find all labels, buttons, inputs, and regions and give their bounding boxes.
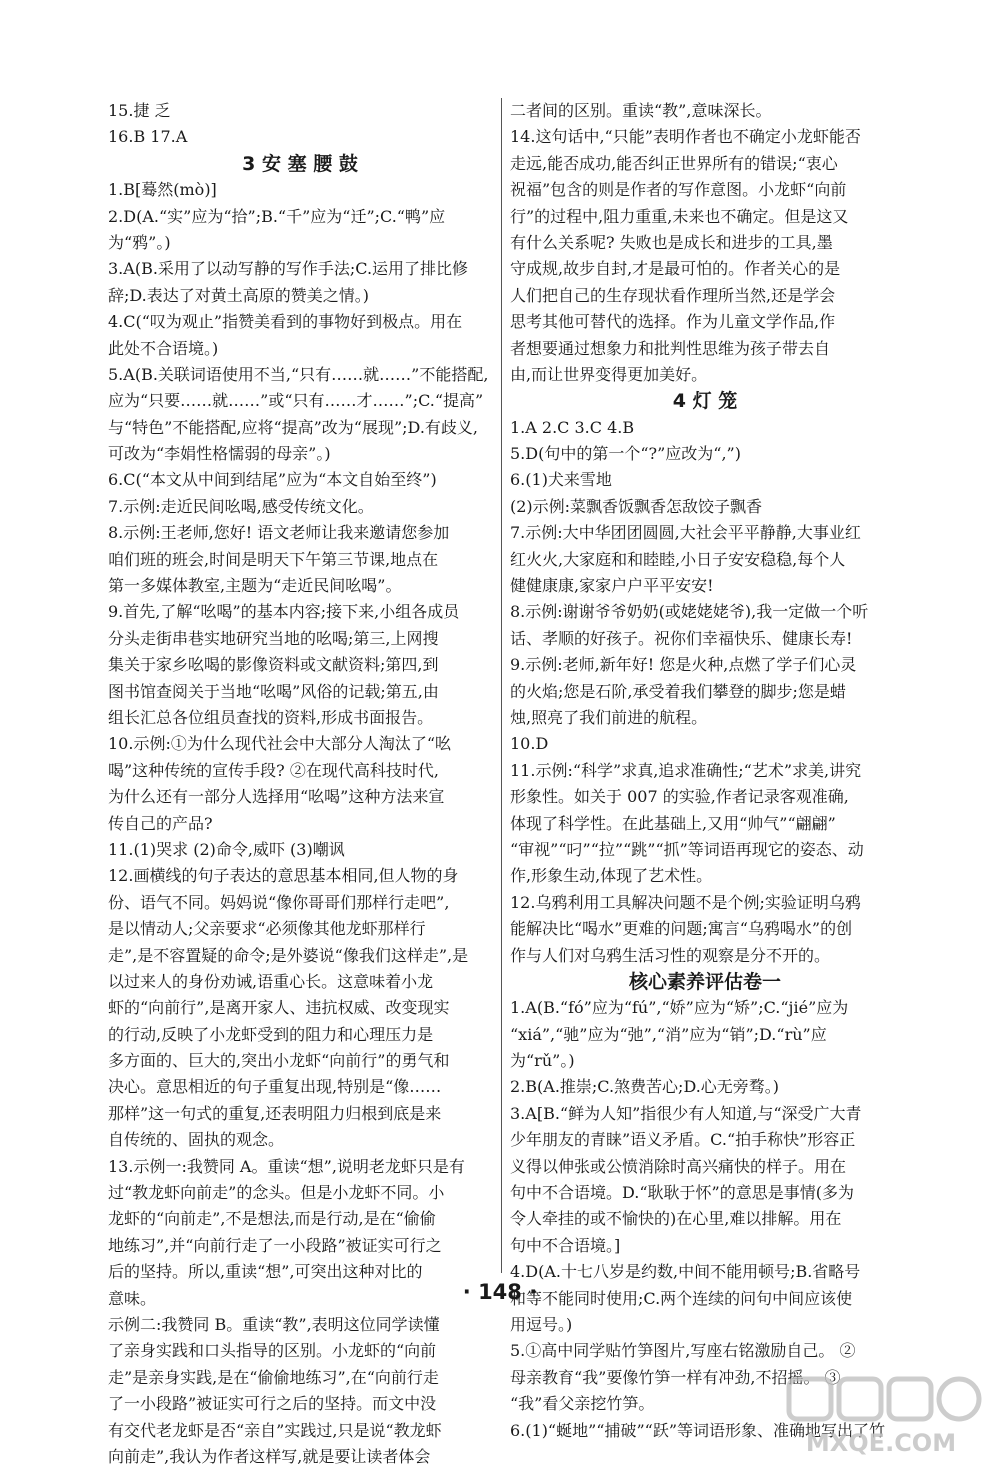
text-line: 龙虾的“向前走”,不是想法,而是行动,是在“偷偷 <box>108 1209 436 1229</box>
text-line: 12.画横线的句子表达的意思基本相同,但人物的身 <box>108 866 459 886</box>
text-line: 行”的过程中,阻力重重,未来也不确定。但是这又 <box>510 206 849 226</box>
watermark-text: MXQE.COM <box>805 1429 957 1457</box>
text-line: 向前走”,我认为作者这样写,就是要让读者体会 <box>108 1446 431 1466</box>
section-heading: 3 安 塞 腰 鼓 <box>242 152 358 175</box>
text-line: “xiá”,“驰”应为“弛”,“消”应为“销”;D.“rù”应 <box>510 1024 827 1044</box>
text-line: 5.①高中同学贴竹笋图片,写座右铭激励自己。 ② <box>510 1341 856 1361</box>
text-line: 话、孝顺的好孩子。祝你们幸福快乐、健康长寿! <box>510 628 853 648</box>
text-line: 者想要通过想象力和批判性思维为孩子带去自 <box>510 338 831 358</box>
text-line: 9.首先,了解“吆喝”的基本内容;接下来,小组各成员 <box>108 602 460 622</box>
text-line: 二者间的区别。重读“教”,意味深长。 <box>510 101 772 120</box>
page-number: · 148 · <box>462 1280 538 1304</box>
text-line: 11.示例:“科学”求真,追求准确性;“艺术”求美,讲究 <box>510 760 862 780</box>
text-line: 此处不合语境。) <box>108 338 219 358</box>
text-line: 作与人们对乌鸦生活习性的观察是分不开的。 <box>510 945 831 965</box>
text-line: 作,形象生动,体现了艺术性。 <box>510 866 713 886</box>
text-line: 5.A(B.关联词语使用不当,“只有……就……”不能搭配, <box>108 364 489 384</box>
text-line: 句中不合语境。] <box>510 1235 621 1255</box>
text-line: 7.示例:走近民间吆喝,感受传统文化。 <box>108 496 374 516</box>
text-line: 走”,是不容置疑的命令;是外婆说“像我们这样走”,是 <box>108 945 469 965</box>
text-line: 8.示例:谢谢爷爷奶奶(或姥姥姥爷),我一定做一个听 <box>510 602 869 622</box>
text-line: 体现了科学性。在此基础上,又用“帅气”“翩翩” <box>510 813 836 833</box>
text-line: 可改为“李娟性格懦弱的母亲”。) <box>108 444 331 464</box>
text-line: 健健康康,家家户户平平安安! <box>510 576 714 596</box>
text-line: 烛,照亮了我们前进的航程。 <box>510 707 708 727</box>
text-line: 组长汇总各位组员查找的资料,形成书面报告。 <box>108 707 434 727</box>
text-line: 2.D(A.“实”应为“拾”;B.“千”应为“迁”;C.“鸭”应 <box>108 206 446 226</box>
text-line: 4.D(A.十七八岁是约数,中间不能用顿号;B.省略号 <box>510 1262 861 1282</box>
watermark-logo <box>781 1371 986 1461</box>
left-column <box>108 98 492 1470</box>
text-line: 人们把自己的生存现状看作理所当然,还是学会 <box>510 285 836 305</box>
text-line: 集关于家乡吆喝的影像资料或文献资料;第四,到 <box>108 655 439 675</box>
section-heading: 4 灯 笼 <box>672 390 738 413</box>
text-line: 应为“只要……就……”或“只有……才……”;C.“提高” <box>108 391 484 411</box>
text-line: 份、语气不同。妈妈说“像你哥哥们那样行走吧”, <box>108 892 450 912</box>
text-line: 和等不能同时使用;C.两个连续的问句中间应该使 <box>510 1288 853 1308</box>
text-line: (2)示例:菜飘香饭飘香怎敌饺子飘香 <box>510 496 763 516</box>
text-line: 8.示例:王老师,您好! 语文老师让我来邀请您参加 <box>108 523 450 543</box>
text-line: 有什么关系呢? 失败也是成长和进步的工具,墨 <box>510 232 833 252</box>
text-line: 2.B(A.推崇;C.煞费苦心;D.心无旁骛。) <box>510 1077 780 1097</box>
text-line: 11.(1)哭求 (2)命令,威吓 (3)嘲讽 <box>108 839 345 859</box>
text-line: 1.A(B.“fó”应为“fú”,“娇”应为“矫”;C.“jié”应为 <box>510 998 849 1018</box>
text-line: 的行动,反映了小龙虾受到的阻力和心理压力是 <box>108 1024 434 1044</box>
text-line: 形象性。如关于 007 的实验,作者记录客观准确, <box>510 787 849 807</box>
text-line: 过“教龙虾向前走”的念头。但是小龙虾不同。小 <box>108 1183 445 1203</box>
text-line: 能解决比“喝水”更难的问题;寓言“乌鸦喝水”的创 <box>510 919 853 939</box>
text-line: 多方面的、巨大的,突出小龙虾“向前行”的勇气和 <box>108 1051 450 1071</box>
text-line: 红火火,大家庭和和睦睦,小日子安安稳稳,每个人 <box>510 549 846 569</box>
text-line: 少年朋友的青睐”语义矛盾。C.“拍手称快”形容正 <box>510 1130 856 1150</box>
text-line: 是以情动人;父亲要求“必须像其他龙虾那样行 <box>108 919 426 939</box>
text-line: 祝福”包含的则是作者的写作意图。小龙虾“向前 <box>510 180 847 200</box>
text-line: 10.示例:①为什么现代社会中大部分人淘汰了“吆 <box>108 734 452 754</box>
right-column <box>510 98 900 1444</box>
text-line: 咱们班的班会,时间是明天下午第三节课,地点在 <box>108 549 439 569</box>
section-heading: 核心素养评估卷一 <box>628 970 781 993</box>
text-line: 了一小段路”被证实可行之后的坚持。而文中没 <box>108 1394 437 1414</box>
text-line: 与“特色”不能搭配,应将“提高”改为“展现”;D.有歧义, <box>108 417 478 437</box>
text-line: 有交代老龙虾是否“亲自”实践过,只是说“教龙虾 <box>108 1420 442 1440</box>
text-line: 决心。意思相近的句子重复出现,特别是“像…… <box>108 1077 442 1097</box>
text-line: 走”是亲身实践,是在“偷偷地练习”,在“向前行走 <box>108 1367 439 1387</box>
column-divider <box>501 98 502 1273</box>
text-line: 走远,能否成功,能否纠正世界所有的错误;“衷心 <box>510 153 838 173</box>
text-line: 16.B 17.A <box>108 127 188 147</box>
text-line: 图书馆查阅关于当地“吆喝”风俗的记载;第五,由 <box>108 681 439 701</box>
text-line: 后的坚持。所以,重读“想”,可突出这种对比的 <box>108 1262 423 1282</box>
text-line: “我”看父亲挖竹笋。 <box>510 1394 655 1414</box>
text-line: 地练习”,并“向前行走了一小段路”被证实可行之 <box>108 1235 442 1255</box>
text-line: 6.(1)“蜒地”“捕破”“跃”等词语形象、准确地写出了竹 <box>510 1420 886 1440</box>
text-line: 令人牵挂的或不愉快的)在心里,难以排解。用在 <box>510 1209 842 1229</box>
text-line: 思考其他可替代的选择。作为儿童文学作品,作 <box>510 312 836 332</box>
text-line: 由,而让世界变得更加美好。 <box>510 364 708 384</box>
text-line: 1.B[蓦然(mò)] <box>108 180 217 200</box>
text-line: 虾的“向前行”,是离开家人、违抗权威、改变现实 <box>108 998 450 1018</box>
text-line: 传自己的产品? <box>108 813 213 833</box>
text-line: 为什么还有一部分人选择用“吆喝”这种方法来宣 <box>108 787 445 807</box>
text-line: “审视”“叼”“拉”“跳”“抓”等词语再现它的姿态、动 <box>510 839 864 859</box>
text-line: 喝”这种传统的宣传手段? ②在现代高科技时代, <box>108 760 439 780</box>
text-line: 6.C(“本文从中间到结尾”应为“本文自始至终”) <box>108 470 437 490</box>
text-line: 13.示例一:我赞同 A。重读“想”,说明老龙虾只是有 <box>108 1156 465 1176</box>
text-line: 15.捷 乏 <box>108 101 171 120</box>
text-line: 6.(1)犬来雪地 <box>510 470 612 490</box>
text-line: 3.A[B.“鲜为人知”指很少有人知道,与“深受广大青 <box>510 1103 862 1123</box>
text-line: 9.示例:老师,新年好! 您是火种,点燃了学子们心灵 <box>510 655 857 675</box>
text-line: 以过来人的身份劝诫,语重心长。这意味着小龙 <box>108 971 434 991</box>
text-line: 分头走街串巷实地研究当地的吆喝;第三,上网搜 <box>108 628 439 648</box>
text-line: 4.C(“叹为观止”指赞美看到的事物好到极点。用在 <box>108 312 463 332</box>
text-line: 14.这句话中,“只能”表明作者也不确定小龙虾能否 <box>510 127 861 147</box>
text-line: 12.乌鸦利用工具解决问题不是个例;实验证明乌鸦 <box>510 892 861 912</box>
text-line: 那样”这一句式的重复,还表明阻力归根到底是来 <box>108 1103 442 1123</box>
text-line: 1.A 2.C 3.C 4.B <box>510 417 635 437</box>
text-line: 7.示例:大中华团团圆圆,大社会平平静静,大事业红 <box>510 523 861 543</box>
text-line: 第一多媒体教室,主题为“走近民间吆喝”。 <box>108 576 402 596</box>
text-line: 辞;D.表达了对黄土高原的赞美之情。) <box>108 285 369 305</box>
text-line: 5.D(句中的第一个“?”应改为“,”) <box>510 444 741 464</box>
text-line: 10.D <box>510 734 549 754</box>
text-line: 用逗号。) <box>510 1314 573 1334</box>
text-line: 为“rǔ”。) <box>510 1051 575 1071</box>
text-line: 自传统的、固执的观念。 <box>108 1130 285 1150</box>
text-line: 为“鸦”。) <box>108 232 171 252</box>
text-line: 示例二:我赞同 B。重读“教”,表明这位同学读懂 <box>108 1314 440 1334</box>
text-line: 了亲身实践和口头指导的区别。小龙虾的“向前 <box>108 1341 437 1361</box>
text-line: 守成规,故步自封,才是最可怕的。作者关心的是 <box>510 259 841 279</box>
text-line: 母亲教育“我”要像竹笋一样有冲劲,不招摇。 ③ <box>510 1367 841 1387</box>
text-line: 句中不合语境。D.“耿耿于怀”的意思是事情(多为 <box>510 1183 854 1203</box>
text-line: 3.A(B.采用了以动写静的写作手法;C.运用了排比修 <box>108 259 469 279</box>
text-line: 义得以伸张或公愤消除时高兴痛快的样子。用在 <box>510 1156 847 1176</box>
text-line: 的火焰;您是石阶,承受着我们攀登的脚步;您是蜡 <box>510 681 846 701</box>
text-line: 意味。 <box>108 1288 157 1308</box>
